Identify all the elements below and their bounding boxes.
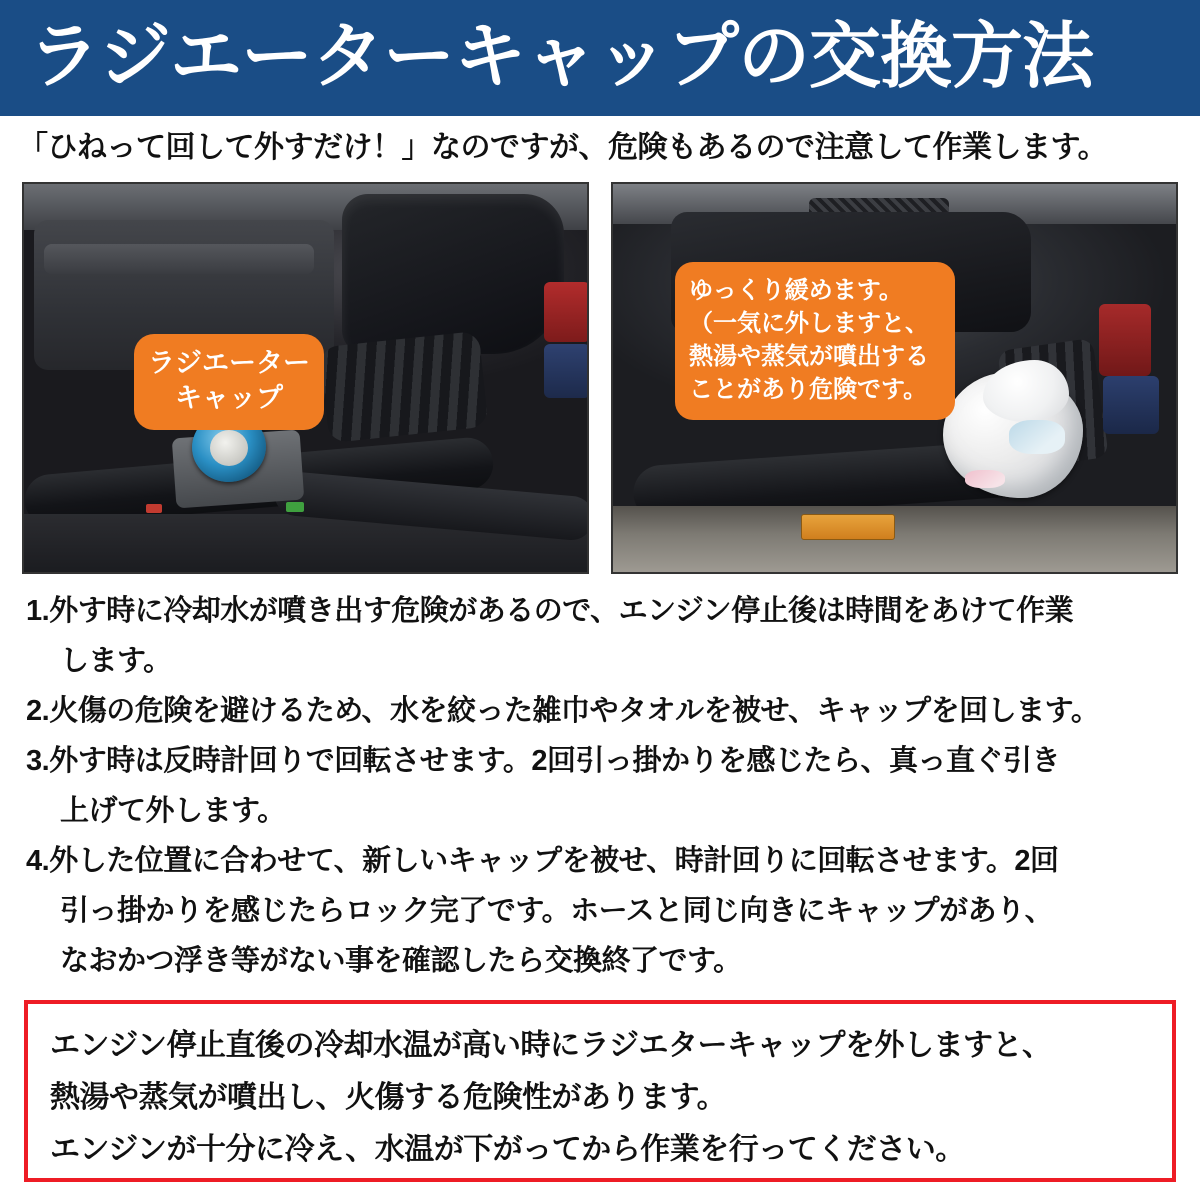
step-text: 外した位置に合わせて、新しいキャップを被せ、時計回りに回転させます。2回 [49,845,1059,877]
step-text: 火傷の危険を避けるため、水を絞った雑巾やタオルを被せ、キャップを回します。 [49,695,1100,727]
callout-line-1: ラジエーター [148,348,310,378]
warning-line: エンジン停止直後の冷却水温が高い時にラジエターキャップを外しますと、 [50,1029,1052,1062]
step-item [26,736,1186,836]
step-item [26,586,1186,686]
steps-list [26,586,1186,986]
callout-line-1: ゆっくり緩めます。 [689,277,903,304]
photo-detail-engine-top [44,244,314,274]
photo-detail-green-mark [286,502,304,512]
warning-line: エンジンが十分に冷え、水温が下がってから作業を行ってください。 [50,1133,965,1166]
step-text: します。 [60,645,172,677]
step-text: 外す時に冷却水が噴き出す危険があるので、エンジン停止後は時間をあけて作業 [49,595,1074,627]
towel-fold-icon [983,360,1069,422]
callout-radiator-cap [134,334,324,430]
warning-box [24,1000,1176,1182]
page-title: ラジエーターキャップの交換方法 [28,17,1094,97]
photo-radiator-cap [22,182,589,574]
callout-line-3: 熱湯や蒸気が噴出する [689,343,929,370]
callout-loosen-slowly [675,262,955,420]
towel-blue-stripe [1009,420,1065,454]
step-text: 外す時は反時計回りで回転させます。2回引っ掛かりを感じたら、真っ直ぐ引き [49,745,1060,777]
photo-detail-red-mark [146,504,162,513]
photo-detail-lower-bay [613,506,1178,574]
photo-detail-red-part [544,282,589,342]
callout-line-2: キャップ [175,383,283,413]
radiator-cap-face [210,430,248,466]
step-first-line [26,686,1186,736]
photo-detail-blue-part [1103,376,1159,434]
step-number: 4. [26,845,50,877]
step-text: 上げて外します。 [60,795,286,827]
photo-loosening-cap [611,182,1178,574]
step-item [26,836,1186,986]
step-text: なおかつ浮き等がない事を確認したら交換終了です。 [60,945,742,977]
warning-line: 熱湯や蒸気が噴出し、火傷する危険性があります。 [50,1081,727,1114]
header-bar [0,0,1200,116]
step-first-line [26,836,1186,886]
towel-pink-stripe [965,470,1005,488]
photo-detail-duct [319,331,488,443]
callout-line-2: （一気に外しますと、 [689,310,929,337]
photo-detail-blue-part [544,344,589,398]
step-number: 3. [26,745,50,777]
photo-detail-red-part [1099,304,1151,376]
step-first-line [26,586,1186,636]
photo-row [22,182,1178,574]
step-first-line [26,736,1186,786]
step-item [26,686,1186,736]
photo-detail-warning-label [801,514,895,540]
photo-detail-airbox [342,194,564,354]
step-number: 2. [26,695,50,727]
callout-line-4: ことがあり危険です。 [689,376,928,403]
step-text: 引っ掛かりを感じたらロック完了です。ホースと同じ向きにキャップがあり、 [60,895,1054,927]
lead-text: 「ひねって回して外すだけ！」なのですが、危険もあるので注意して作業します。 [18,131,1108,164]
step-number: 1. [26,595,50,627]
